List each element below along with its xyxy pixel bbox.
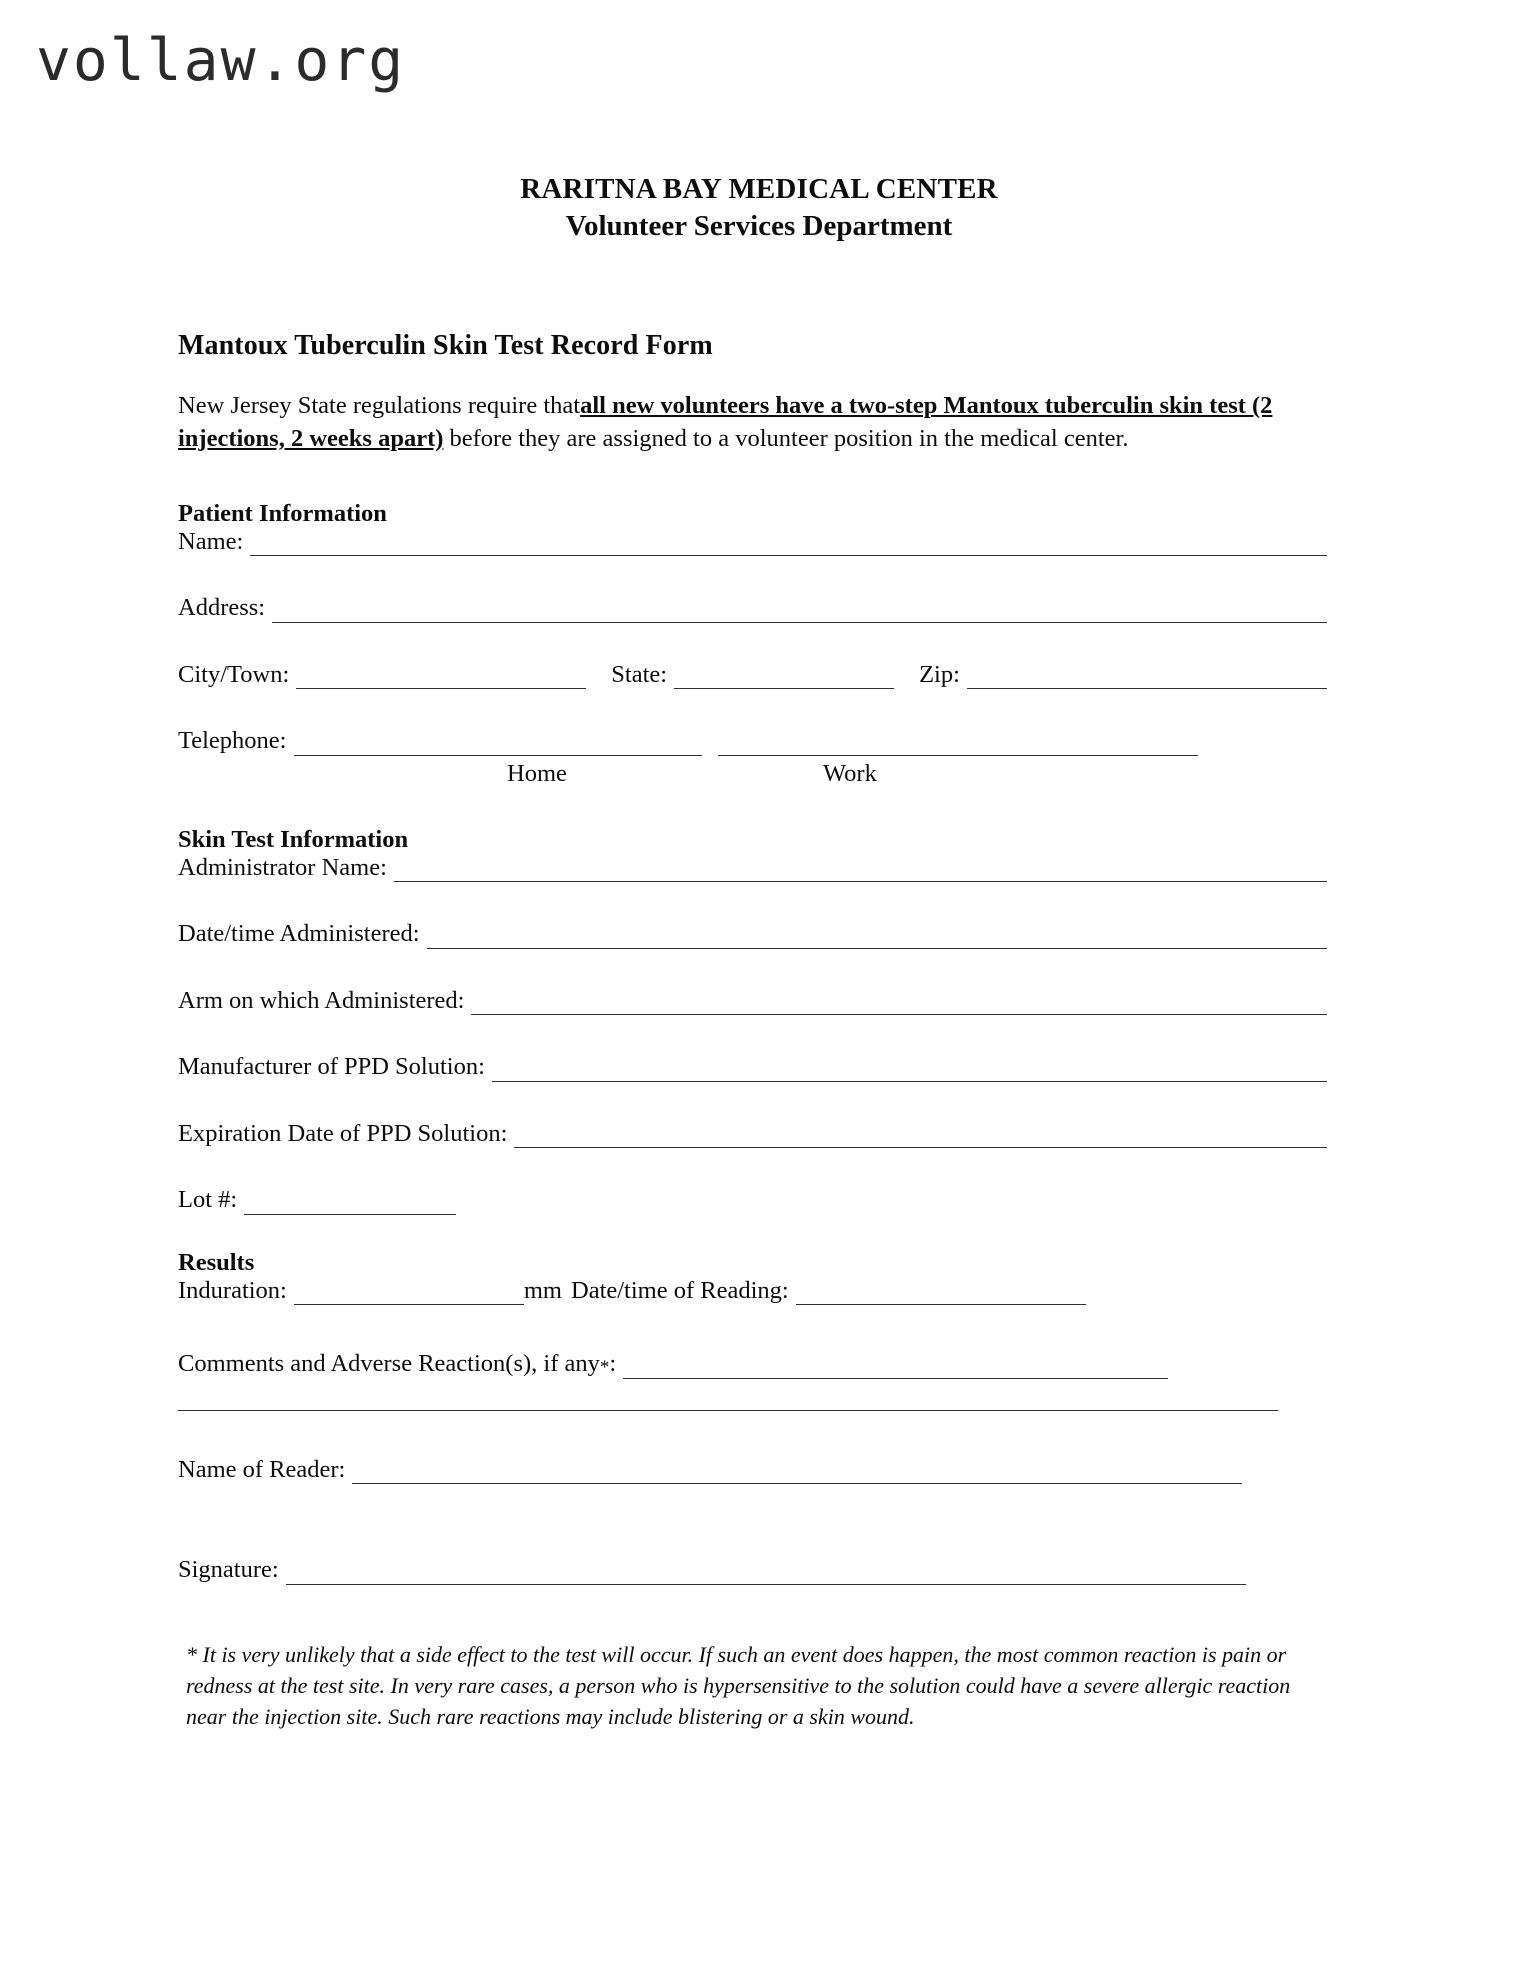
spacer (178, 949, 1330, 989)
label-manufacturer-ppd: Manufacturer of PPD Solution: (178, 1053, 485, 1081)
label-expiration-ppd: Expiration Date of PPD Solution: (178, 1119, 508, 1147)
field-row-arm-administered (178, 986, 1330, 1016)
field-row-induration (178, 1276, 1330, 1306)
field-row-address (178, 596, 1330, 623)
form-title: Mantoux Tuberculin Skin Test Record Form (178, 330, 713, 361)
input-induration[interactable] (294, 1280, 524, 1305)
input-date-time-administered[interactable] (427, 924, 1327, 949)
label-zip: Zip: (919, 660, 960, 688)
department-name: Volunteer Services Department (565, 210, 953, 243)
section-heading-patient-information: Patient Information (178, 499, 387, 527)
spacer (178, 1015, 1330, 1055)
intro-paragraph (178, 390, 1330, 456)
input-telephone-work[interactable] (718, 731, 1198, 756)
input-expiration-ppd[interactable] (514, 1123, 1327, 1148)
label-date-time-reading: Date/time of Reading: (571, 1276, 789, 1304)
input-arm-administered[interactable] (471, 990, 1327, 1015)
label-telephone-work: Work (823, 759, 877, 787)
input-zip[interactable] (967, 664, 1327, 689)
site-watermark: vollaw.org (36, 26, 406, 94)
label-state: State: (611, 660, 668, 688)
spacer (178, 1411, 1330, 1458)
spacer (178, 1215, 1330, 1249)
intro-emphasis: all new volunteers have a two-step Mantoux tuberculin skin test (2 injections, 2 weeks apart) (178, 392, 1273, 452)
document-body (178, 330, 1330, 1732)
comments-footnote-marker: * (599, 1356, 610, 1378)
label-date-time-administered: Date/time Administered: (178, 920, 420, 948)
field-row-comments (178, 1352, 1330, 1379)
input-name-of-reader[interactable] (352, 1459, 1242, 1484)
input-address[interactable] (272, 598, 1327, 623)
input-administrator-name[interactable] (394, 857, 1327, 882)
spacer (178, 623, 1330, 663)
comments-colon: : (609, 1350, 617, 1378)
label-arm-administered: Arm on which Administered: (178, 986, 465, 1014)
document-header (0, 172, 1518, 243)
label-telephone-home: Home (507, 759, 567, 787)
label-lot-number: Lot #: (178, 1186, 238, 1214)
intro-lead: New Jersey State regulations require that (178, 392, 581, 419)
label-induration-unit: mm (523, 1276, 562, 1304)
input-lot-number[interactable] (244, 1190, 456, 1215)
field-row-signature (178, 1558, 1330, 1585)
spacer (178, 792, 1330, 826)
input-name[interactable] (250, 531, 1327, 556)
section-heading-skin-test-information: Skin Test Information (178, 825, 409, 853)
input-state[interactable] (674, 664, 894, 689)
section-heading-results: Results (178, 1248, 255, 1276)
label-induration: Induration: (178, 1276, 287, 1304)
input-signature[interactable] (286, 1560, 1246, 1585)
footnote-text: * It is very unlikely that a side effect to the test will occur. If such an event does happen, the most common reaction is pain or redness at the test site. In very rare cases, a person who is hypersensitive to the solution could have a severe allergic reaction near the injection site. Such rare reactions may include blistering or a skin wound. (186, 1641, 1291, 1730)
organization-name: RARITNA BAY MEDICAL CENTER (520, 173, 998, 205)
spacer (178, 1148, 1330, 1188)
field-row-name (178, 527, 1330, 557)
spacer (178, 689, 1330, 729)
spacer (178, 1082, 1330, 1122)
label-name-of-reader: Name of Reader: (178, 1455, 346, 1483)
label-name: Name: (178, 527, 244, 555)
spacer (178, 882, 1330, 922)
field-row-city-state-zip (178, 660, 1330, 690)
telephone-sublabels (178, 756, 1330, 792)
field-row-lot-number (178, 1188, 1330, 1215)
input-city-town[interactable] (296, 664, 586, 689)
label-address: Address: (178, 594, 266, 622)
field-row-expiration-ppd (178, 1119, 1330, 1149)
label-city-town: City/Town: (178, 660, 290, 688)
field-row-date-time-administered (178, 922, 1330, 949)
input-telephone-home[interactable] (294, 731, 702, 756)
label-signature: Signature: (178, 1556, 279, 1584)
input-date-time-reading[interactable] (796, 1280, 1086, 1305)
label-administrator-name: Administrator Name: (178, 853, 387, 881)
field-row-administrator-name (178, 853, 1330, 883)
field-row-name-of-reader (178, 1455, 1330, 1485)
field-row-manufacturer-ppd (178, 1055, 1330, 1082)
intro-tail: before they are assigned to a volunteer position in the medical center. (449, 424, 1129, 452)
spacer (178, 1305, 1330, 1352)
field-row-telephone (178, 729, 1330, 756)
spacer (178, 556, 1330, 596)
input-manufacturer-ppd[interactable] (492, 1057, 1327, 1082)
spacer (178, 1484, 1330, 1558)
label-telephone: Telephone: (178, 727, 287, 755)
input-comments-line-1[interactable] (623, 1354, 1168, 1379)
label-comments: Comments and Adverse Reaction(s), if any (178, 1350, 600, 1378)
